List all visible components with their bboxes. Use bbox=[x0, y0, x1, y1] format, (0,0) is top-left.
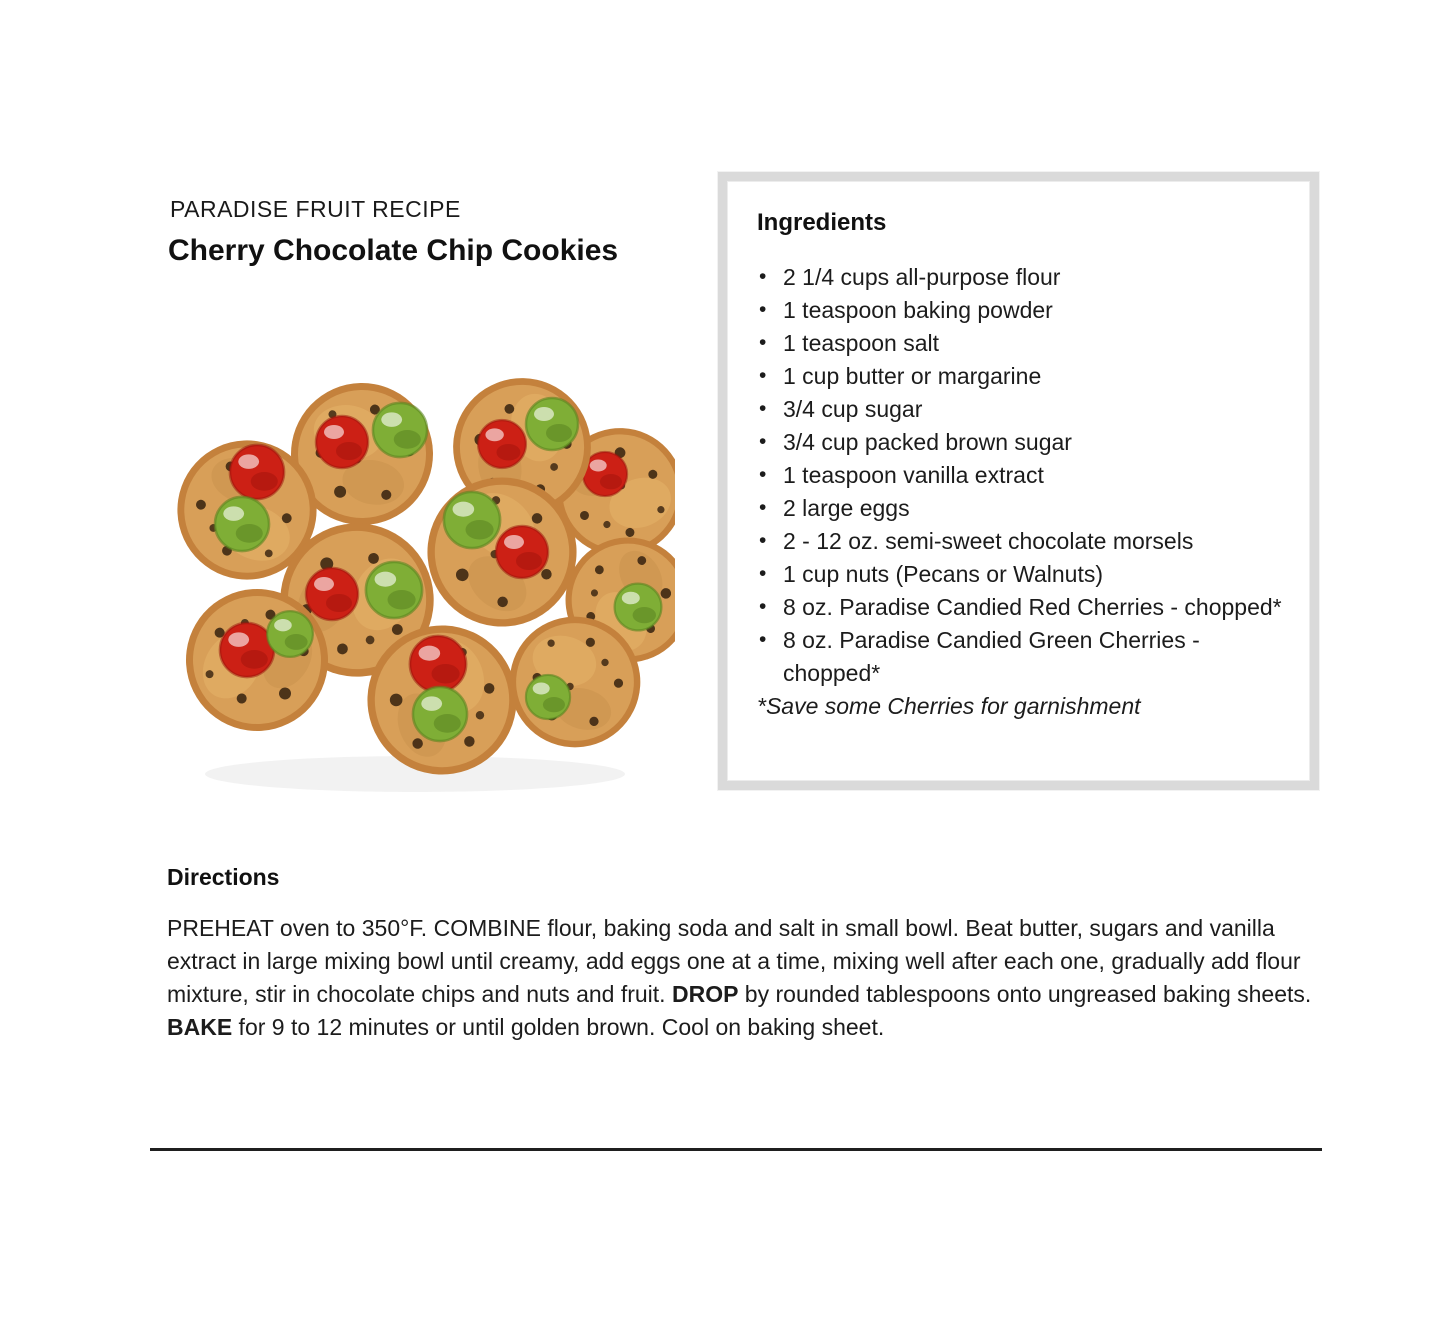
directions-segment: BAKE bbox=[167, 1014, 233, 1040]
ingredient-item: • 1 cup butter or margarine bbox=[757, 360, 1284, 393]
ingredient-item: • 1 cup nuts (Pecans or Walnuts) bbox=[757, 558, 1284, 591]
directions-segment: for 9 to 12 minutes or until golden brown. Cool on baking sheet. bbox=[232, 1014, 885, 1040]
directions-heading: Directions bbox=[167, 864, 280, 890]
ingredient-item: • 2 - 12 oz. semi-sweet chocolate morsels bbox=[757, 525, 1284, 558]
ingredient-item: • 3/4 cup packed brown sugar bbox=[757, 426, 1284, 459]
directions-segment: by rounded tablespoons onto ungreased baking sheets. bbox=[738, 981, 1312, 1007]
ingredient-item: • 8 oz. Paradise Candied Green Cherries - chopped* bbox=[757, 624, 1284, 690]
page-title: Cherry Chocolate Chip Cookies bbox=[168, 234, 619, 267]
ingredient-item: • 1 teaspoon baking powder bbox=[757, 294, 1284, 327]
directions-segment: DROP bbox=[671, 981, 739, 1007]
ingredient-item: • 2 1/4 cups all-purpose flour bbox=[757, 261, 1284, 294]
ingredients-list bbox=[757, 261, 1284, 690]
ingredient-item: • 1 teaspoon salt bbox=[757, 327, 1284, 360]
ingredients-heading: Ingredients bbox=[757, 209, 887, 236]
directions-paragraph bbox=[167, 912, 1339, 1044]
ingredient-item: • 3/4 cup sugar bbox=[757, 393, 1284, 426]
ingredients-note: *Save some Cherries for garnishment bbox=[757, 693, 1141, 719]
directions-segment: PREHEAT oven to 350°F. COMBINE flour, baking soda and salt in small bowl. Beat butter, sugars and vanilla extract in large mixing bowl until creamy, add eggs one at a time, mixing well after each one, gradually add flour mixture, stir in chocolate chips and nuts and fruit. bbox=[167, 915, 1301, 1007]
ingredient-item: • 1 teaspoon vanilla extract bbox=[757, 459, 1284, 492]
brand-eyebrow: PARADISE FRUIT RECIPE bbox=[170, 196, 461, 222]
ingredient-item: • 2 large eggs bbox=[757, 492, 1284, 525]
ingredient-item: • 8 oz. Paradise Candied Red Cherries - chopped* bbox=[757, 591, 1284, 624]
ingredients-box bbox=[718, 172, 1319, 790]
cookies-photo bbox=[150, 352, 675, 802]
divider-rule bbox=[150, 1148, 1322, 1151]
